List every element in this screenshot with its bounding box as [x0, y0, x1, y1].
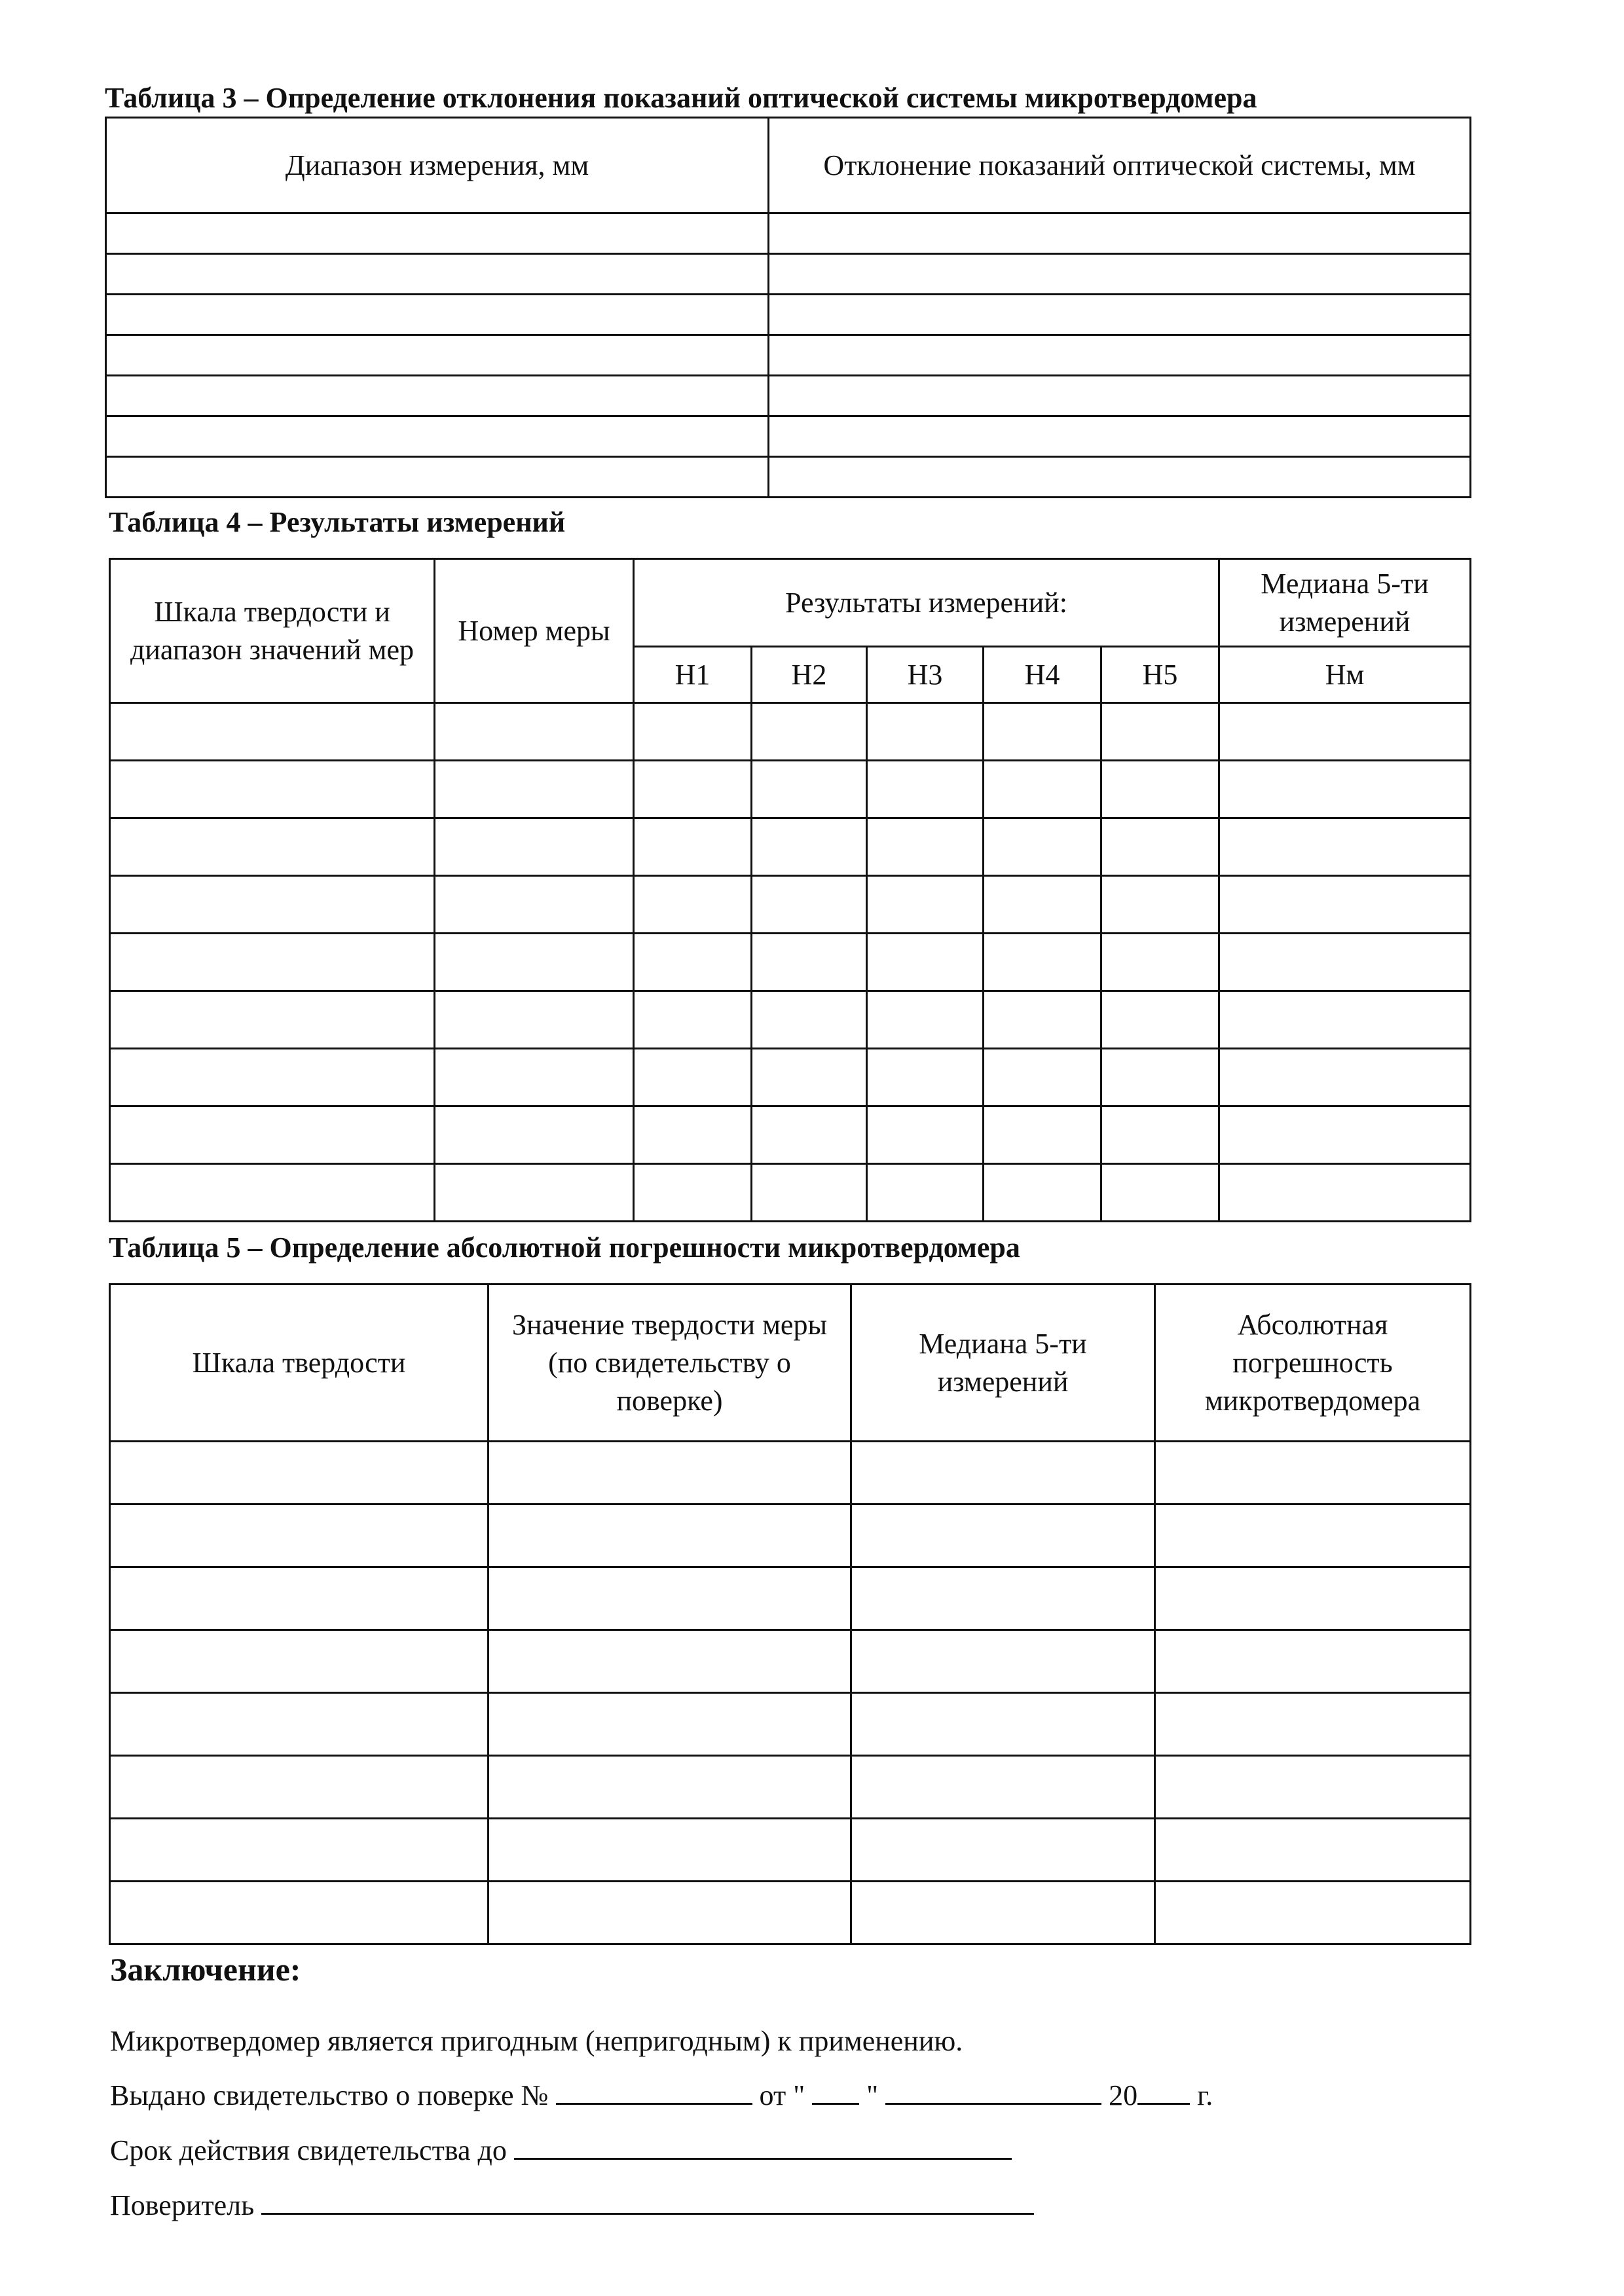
table-cell[interactable] — [634, 1164, 752, 1222]
table-cell[interactable] — [1155, 1442, 1471, 1504]
table-cell[interactable] — [1101, 991, 1219, 1049]
table-cell[interactable] — [435, 876, 634, 934]
table-cell[interactable] — [752, 876, 867, 934]
table-cell[interactable] — [110, 1819, 489, 1882]
table-cell[interactable] — [106, 416, 769, 457]
table-cell[interactable] — [1155, 1819, 1471, 1882]
table-cell[interactable] — [634, 991, 752, 1049]
table-cell[interactable] — [1155, 1504, 1471, 1567]
table-cell[interactable] — [769, 295, 1471, 335]
conclusion-statement: Микротвердомер является пригодным (непригодным) к применению. — [110, 2025, 963, 2057]
verifier-label: Поверитель — [110, 2189, 255, 2221]
table-cell[interactable] — [634, 761, 752, 818]
table-row — [110, 1756, 1471, 1819]
table-cell[interactable] — [435, 703, 634, 761]
table-cell[interactable] — [110, 991, 435, 1049]
table-cell[interactable] — [769, 416, 1471, 457]
table4-header-h2: H2 — [752, 647, 867, 703]
table4 — [109, 558, 1471, 1222]
table-cell[interactable] — [634, 1049, 752, 1106]
table-cell[interactable] — [851, 1567, 1155, 1630]
table-cell[interactable] — [110, 1504, 489, 1567]
table-cell[interactable] — [634, 934, 752, 991]
table-cell[interactable] — [489, 1504, 851, 1567]
table-cell[interactable] — [435, 1106, 634, 1164]
table5-header-hardness-value: Значение твердости меры (по свидетельству о поверке) — [489, 1285, 851, 1442]
table-cell[interactable] — [110, 1106, 435, 1164]
table3-header-deviation: Отклонение показаний оптической системы, мм — [769, 118, 1471, 213]
table5-header-scale: Шкала твердости — [110, 1285, 489, 1442]
table-cell[interactable] — [489, 1756, 851, 1819]
table-cell[interactable] — [110, 703, 435, 761]
table-cell[interactable] — [851, 1693, 1155, 1756]
table-cell[interactable] — [984, 1049, 1101, 1106]
table-cell[interactable] — [489, 1630, 851, 1693]
table-cell[interactable] — [984, 703, 1101, 761]
table-row — [106, 457, 1471, 498]
table-cell[interactable] — [1155, 1630, 1471, 1693]
table-row — [110, 1442, 1471, 1504]
table-cell[interactable] — [489, 1442, 851, 1504]
table-cell[interactable] — [867, 818, 984, 876]
conclusion-title: Заключение: — [110, 1951, 301, 1988]
table-cell[interactable] — [752, 818, 867, 876]
table-cell[interactable] — [1101, 818, 1219, 876]
table-cell[interactable] — [1219, 1049, 1471, 1106]
table-cell[interactable] — [110, 876, 435, 934]
table-row — [110, 1819, 1471, 1882]
table3-caption: Таблица 3 – Определение отклонения показаний оптической системы микротвердомера — [105, 82, 1257, 114]
table4-header-h4: H4 — [984, 647, 1101, 703]
table-row — [106, 416, 1471, 457]
year-prefix: 20 — [1109, 2079, 1138, 2111]
table-cell[interactable] — [867, 1049, 984, 1106]
table-cell[interactable] — [984, 991, 1101, 1049]
table-row — [110, 934, 1471, 991]
table-cell[interactable] — [867, 1164, 984, 1222]
table-row — [106, 335, 1471, 376]
table-row — [110, 761, 1471, 818]
certificate-month-field[interactable] — [885, 2077, 1101, 2105]
table3-header-range: Диапазон измерения, мм — [106, 118, 769, 213]
table-cell[interactable] — [435, 1164, 634, 1222]
table-cell[interactable] — [769, 213, 1471, 254]
table-cell[interactable] — [1219, 1164, 1471, 1222]
table-cell[interactable] — [851, 1442, 1155, 1504]
validity-line — [110, 2132, 1012, 2169]
certificate-day-field[interactable] — [812, 2077, 859, 2105]
table-cell[interactable] — [984, 818, 1101, 876]
table-cell[interactable] — [110, 1164, 435, 1222]
table3 — [105, 117, 1471, 498]
table3-header-row — [106, 118, 1471, 213]
table-cell[interactable] — [106, 457, 769, 498]
table-row — [106, 213, 1471, 254]
table-cell[interactable] — [1101, 876, 1219, 934]
table-cell[interactable] — [110, 1630, 489, 1693]
table-cell[interactable] — [435, 761, 634, 818]
table-cell[interactable] — [867, 703, 984, 761]
table-cell[interactable] — [110, 1693, 489, 1756]
table-row — [110, 1630, 1471, 1693]
table-cell[interactable] — [984, 1164, 1101, 1222]
table-cell[interactable] — [1101, 934, 1219, 991]
table-cell[interactable] — [634, 876, 752, 934]
table-row — [110, 1049, 1471, 1106]
table-row — [110, 818, 1471, 876]
table-cell[interactable] — [1101, 703, 1219, 761]
table-cell[interactable] — [1219, 761, 1471, 818]
table-row — [110, 1164, 1471, 1222]
table-cell[interactable] — [435, 934, 634, 991]
table-cell[interactable] — [110, 761, 435, 818]
table4-header-h1: H1 — [634, 647, 752, 703]
table-cell[interactable] — [851, 1756, 1155, 1819]
table-cell[interactable] — [489, 1693, 851, 1756]
table-cell[interactable] — [752, 991, 867, 1049]
table5 — [109, 1283, 1471, 1945]
table-row — [110, 703, 1471, 761]
table-cell[interactable] — [769, 335, 1471, 376]
table5-header-median: Медиана 5-ти измерений — [851, 1285, 1155, 1442]
certificate-label: Выдано свидетельство о поверке № — [110, 2079, 549, 2111]
table-cell[interactable] — [1101, 761, 1219, 818]
table-cell[interactable] — [435, 991, 634, 1049]
table-cell[interactable] — [1101, 1164, 1219, 1222]
table-cell[interactable] — [489, 1882, 851, 1944]
table-cell[interactable] — [435, 818, 634, 876]
table-cell[interactable] — [489, 1819, 851, 1882]
table-row — [110, 1106, 1471, 1164]
certificate-year-field[interactable] — [1137, 2077, 1190, 2105]
table-cell[interactable] — [1155, 1567, 1471, 1630]
table4-header-hm: Hм — [1219, 647, 1471, 703]
table4-header-results: Результаты измерений: — [634, 559, 1219, 647]
table-cell[interactable] — [110, 1049, 435, 1106]
table-row — [110, 1882, 1471, 1944]
table-cell[interactable] — [106, 254, 769, 295]
table-cell[interactable] — [752, 761, 867, 818]
table-cell[interactable] — [867, 934, 984, 991]
table-row — [110, 876, 1471, 934]
table4-caption: Таблица 4 – Результаты измерений — [109, 506, 566, 538]
table-cell[interactable] — [984, 761, 1101, 818]
table-cell[interactable] — [1155, 1693, 1471, 1756]
table-cell[interactable] — [769, 376, 1471, 416]
table4-header-h3: H3 — [867, 647, 984, 703]
table-cell[interactable] — [634, 1106, 752, 1164]
table-cell[interactable] — [867, 761, 984, 818]
validity-label: Срок действия свидетельства до — [110, 2134, 507, 2166]
table-row — [106, 254, 1471, 295]
table-cell[interactable] — [106, 213, 769, 254]
table-cell[interactable] — [752, 1049, 867, 1106]
table-cell[interactable] — [752, 1106, 867, 1164]
table-cell[interactable] — [489, 1567, 851, 1630]
table-cell[interactable] — [634, 703, 752, 761]
table-cell[interactable] — [634, 818, 752, 876]
table-cell[interactable] — [752, 934, 867, 991]
table5-header-absolute-error: Абсолютная погрешность микротвердомера — [1155, 1285, 1471, 1442]
table4-header-scale: Шкала твердости и диапазон значений мер — [110, 559, 435, 703]
table-cell[interactable] — [769, 457, 1471, 498]
table-cell[interactable] — [867, 876, 984, 934]
table-cell[interactable] — [435, 1049, 634, 1106]
table4-header-median: Медиана 5-ти измерений — [1219, 559, 1471, 647]
table-cell[interactable] — [984, 876, 1101, 934]
table4-header-h5: H5 — [1101, 647, 1219, 703]
certificate-line — [110, 2077, 1213, 2114]
table-cell[interactable] — [110, 1567, 489, 1630]
table-cell[interactable] — [984, 1106, 1101, 1164]
table-cell[interactable] — [1101, 1049, 1219, 1106]
table-cell[interactable] — [867, 1106, 984, 1164]
from-label: от " — [759, 2079, 805, 2111]
year-suffix: г. — [1197, 2079, 1213, 2111]
table-cell[interactable] — [106, 295, 769, 335]
table-cell[interactable] — [110, 934, 435, 991]
table-cell[interactable] — [110, 1442, 489, 1504]
table-cell[interactable] — [106, 335, 769, 376]
quote-close: " — [866, 2079, 879, 2111]
table-cell[interactable] — [851, 1504, 1155, 1567]
table-cell[interactable] — [110, 1882, 489, 1944]
table-row — [110, 1567, 1471, 1630]
table4-header-row — [110, 559, 1471, 647]
table-cell[interactable] — [851, 1630, 1155, 1693]
table-cell[interactable] — [769, 254, 1471, 295]
verifier-line — [110, 2187, 1034, 2224]
table-cell[interactable] — [1219, 934, 1471, 991]
table-cell[interactable] — [1219, 876, 1471, 934]
table-row — [106, 376, 1471, 416]
table-row — [110, 1504, 1471, 1567]
table5-caption: Таблица 5 – Определение абсолютной погрешности микротвердомера — [109, 1231, 1020, 1264]
table-cell[interactable] — [1155, 1756, 1471, 1819]
table-cell[interactable] — [851, 1819, 1155, 1882]
certificate-number-field[interactable] — [556, 2077, 752, 2105]
table4-header-number: Номер меры — [435, 559, 634, 703]
table-cell[interactable] — [1219, 818, 1471, 876]
table-cell[interactable] — [867, 991, 984, 1049]
table-cell[interactable] — [752, 1164, 867, 1222]
table-cell[interactable] — [1219, 991, 1471, 1049]
verifier-field[interactable] — [261, 2187, 1034, 2215]
table-cell[interactable] — [984, 934, 1101, 991]
table-cell[interactable] — [106, 376, 769, 416]
table-cell[interactable] — [752, 703, 867, 761]
table-cell[interactable] — [851, 1882, 1155, 1944]
validity-date-field[interactable] — [514, 2132, 1012, 2160]
table-cell[interactable] — [110, 1756, 489, 1819]
table-cell[interactable] — [1219, 703, 1471, 761]
table-row — [110, 991, 1471, 1049]
table-row — [110, 1693, 1471, 1756]
table5-header-row — [110, 1285, 1471, 1442]
table-row — [106, 295, 1471, 335]
table-cell[interactable] — [1219, 1106, 1471, 1164]
table-cell[interactable] — [1155, 1882, 1471, 1944]
table-cell[interactable] — [110, 818, 435, 876]
table-cell[interactable] — [1101, 1106, 1219, 1164]
